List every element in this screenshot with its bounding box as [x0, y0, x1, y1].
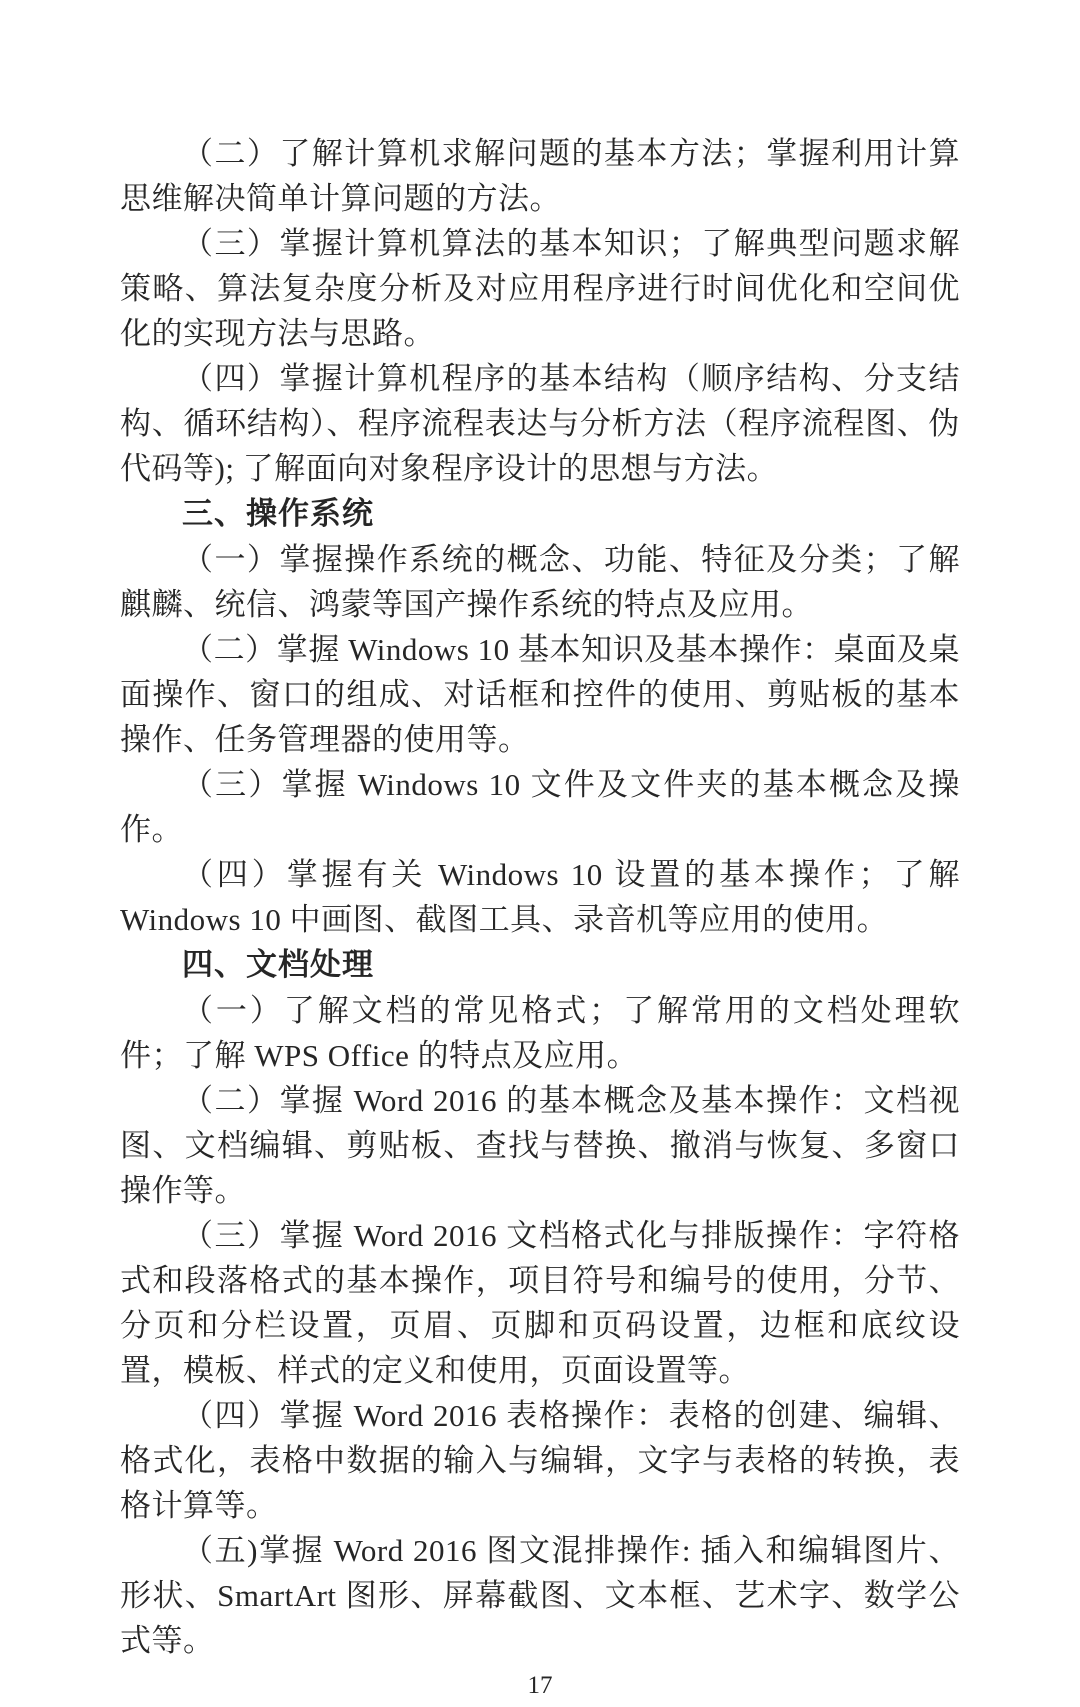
paragraph: （二）了解计算机求解问题的基本方法；掌握利用计算思维解决简单计算问题的方法。 [120, 136, 960, 216]
paragraph: （四）掌握有关 Windows 10 设置的基本操作；了解 Windows 10 中画图、截图工具、录音机等应用的使用。 [120, 857, 960, 937]
paragraph: （二）掌握 Windows 10 基本知识及基本操作：桌面及桌面操作、窗口的组成、对话框和控件的使用、剪贴板的基本操作、任务管理器的使用等。 [120, 632, 960, 757]
paragraph: （一）了解文档的常见格式；了解常用的文档处理软件；了解 WPS Office 的特点及应用。 [120, 993, 960, 1073]
paragraph: （五)掌握 Word 2016 图文混排操作: 插入和编辑图片、形状、SmartArt 图形、屏幕截图、文本框、艺术字、数学公式等。 [120, 1533, 960, 1658]
section-heading-operating-system: 三、操作系统 [182, 496, 374, 531]
paragraph: （三）掌握 Word 2016 文档格式化与排版操作：字符格式和段落格式的基本操作，项目符号和编号的使用，分节、分页和分栏设置，页眉、页脚和页码设置，边框和底纹设置，模板、样式的定义和使用，页面设置等。 [120, 1218, 960, 1388]
section-heading-document-processing: 四、文档处理 [182, 947, 374, 982]
paragraph: （一）掌握操作系统的概念、功能、特征及分类；了解麒麟、统信、鸿蒙等国产操作系统的特点及应用。 [120, 542, 960, 622]
paragraph: （三）掌握 Windows 10 文件及文件夹的基本概念及操作。 [120, 767, 960, 847]
paragraph: （三）掌握计算机算法的基本知识；了解典型问题求解策略、算法复杂度分析及对应用程序进行时间优化和空间优化的实现方法与思路。 [120, 226, 960, 351]
page-number: 17 [527, 1672, 553, 1699]
paragraph: （二）掌握 Word 2016 的基本概念及基本操作：文档视图、文档编辑、剪贴板、查找与替换、撤消与恢复、多窗口操作等。 [120, 1083, 960, 1208]
paragraph: （四）掌握 Word 2016 表格操作：表格的创建、编辑、格式化，表格中数据的输入与编辑，文字与表格的转换，表格计算等。 [120, 1398, 960, 1523]
paragraph: （四）掌握计算机程序的基本结构（顺序结构、分支结构、循环结构）、程序流程表达与分析方法（程序流程图、伪代码等); 了解面向对象程序设计的思想与方法。 [120, 361, 960, 486]
